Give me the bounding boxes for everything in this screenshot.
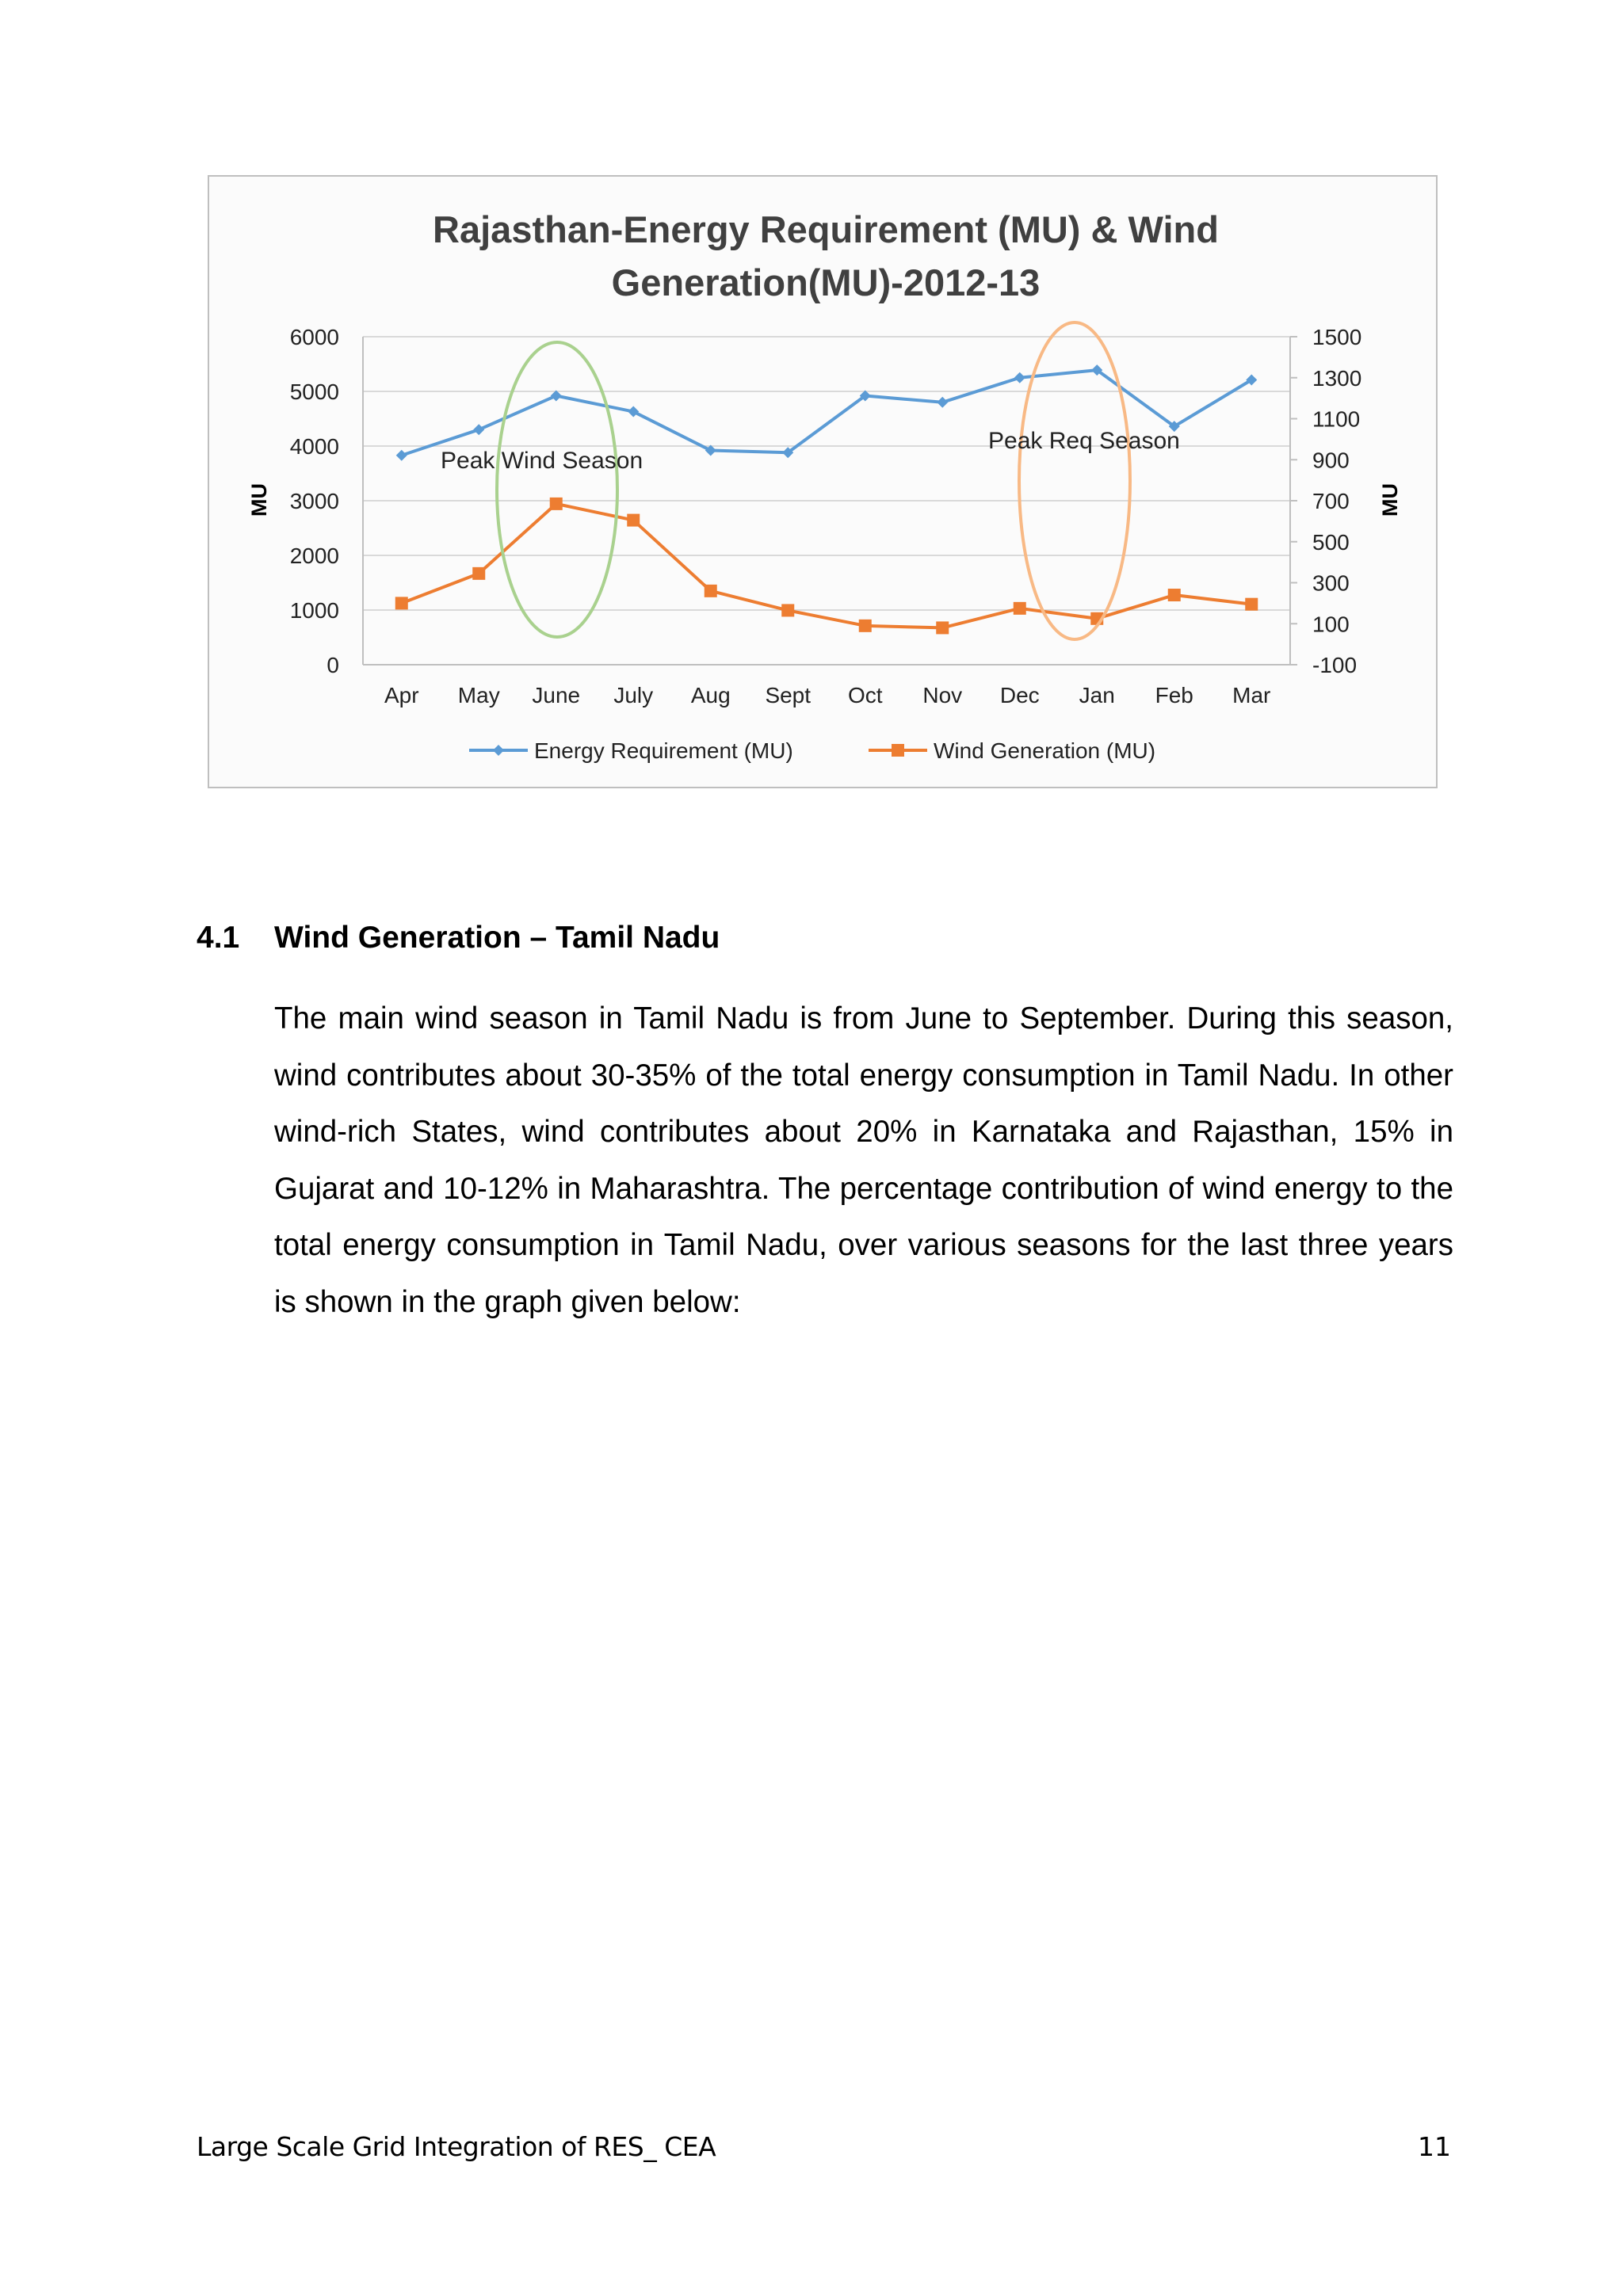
chart-title-line2: Generation(MU)-2012-13 <box>611 261 1041 303</box>
chart-title-line1: Rajasthan-Energy Requirement (MU) & Wind <box>433 208 1219 250</box>
right-tick-label: 700 <box>1312 489 1350 513</box>
data-point <box>936 621 949 634</box>
right-tick-label: 300 <box>1312 570 1350 596</box>
left-tick-label: 3000 <box>289 489 339 513</box>
data-point <box>705 585 717 597</box>
footer-page-number: 11 <box>1418 2131 1451 2162</box>
x-tick-label: Feb <box>1155 683 1193 707</box>
x-tick-label: Jan <box>1079 683 1115 707</box>
data-point <box>1014 372 1025 383</box>
legend-marker <box>892 744 904 757</box>
legend-marker <box>493 745 504 756</box>
series-line-1 <box>402 504 1252 628</box>
data-point <box>1245 598 1258 611</box>
data-point <box>859 620 872 632</box>
right-tick-label: 500 <box>1312 529 1350 555</box>
right-tick-label: 1500 <box>1312 325 1362 349</box>
right-axis-label: MU <box>1378 483 1402 517</box>
data-point <box>781 604 794 616</box>
data-point <box>396 450 407 461</box>
x-tick-label: Mar <box>1232 683 1271 707</box>
left-axis-ticks <box>290 325 339 677</box>
left-tick-label: 1000 <box>289 598 339 623</box>
right-tick-label: -100 <box>1312 653 1358 677</box>
annotation-peak-req: Peak Req Season <box>988 428 1180 454</box>
x-tick-label: Sept <box>765 683 812 707</box>
legend-label: Energy Requirement (MU) <box>534 738 793 763</box>
data-point <box>473 424 484 435</box>
data-point <box>937 397 948 408</box>
left-tick-label: 0 <box>327 653 339 677</box>
x-tick-label: June <box>532 683 581 707</box>
chart-legend <box>469 738 1155 763</box>
data-point <box>628 406 639 418</box>
section-paragraph: The main wind season in Tamil Nadu is from June to September. During this season, wind contributes about 30-35% of the total energy consumption in Tamil Nadu. In other wind-rich States, wind contributes about 20% in Karnataka and Rajasthan, 15% in Gujarat and 10-12% in Maharashtra. The percentage contribution of wind energy to the total energy consumption in Tamil Nadu, over various seasons for the last three years is shown in the graph given below: <box>274 1001 1453 1319</box>
data-point <box>1168 589 1181 601</box>
chart-svg <box>209 177 1436 787</box>
x-tick-label: May <box>457 683 500 707</box>
data-point <box>472 567 485 580</box>
chart-container <box>208 175 1438 788</box>
right-tick-label: 1100 <box>1312 406 1361 432</box>
right-tick-label: 1300 <box>1312 365 1362 391</box>
right-tick-label: 100 <box>1312 612 1350 637</box>
footer-document-title: Large Scale Grid Integration of RES_ CEA <box>197 2131 716 2162</box>
legend-label: Wind Generation (MU) <box>934 738 1156 763</box>
left-axis-label: MU <box>247 483 271 517</box>
x-tick-label: Aug <box>690 683 731 707</box>
x-tick-label: Dec <box>999 683 1040 707</box>
x-tick-label: July <box>613 683 654 707</box>
x-axis-ticks <box>384 683 1270 707</box>
x-tick-label: Apr <box>384 683 419 707</box>
right-axis-ticks <box>1290 325 1361 677</box>
left-tick-label: 6000 <box>289 325 339 349</box>
x-tick-label: Nov <box>922 683 963 707</box>
peak-req-season-ellipse <box>1019 322 1130 639</box>
data-point <box>1014 602 1026 615</box>
data-point <box>395 597 408 609</box>
left-tick-label: 4000 <box>289 434 339 459</box>
left-tick-label: 2000 <box>289 543 339 568</box>
x-tick-label: Oct <box>847 683 883 707</box>
section-title: Wind Generation – Tamil Nadu <box>274 921 720 955</box>
peak-wind-season-ellipse <box>497 342 617 637</box>
right-tick-label: 900 <box>1312 448 1350 473</box>
annotation-peak-wind: Peak Wind Season <box>441 448 643 474</box>
data-point <box>550 498 563 510</box>
left-tick-label: 5000 <box>289 379 339 404</box>
data-point <box>627 514 640 527</box>
section-number: 4.1 <box>197 921 240 955</box>
